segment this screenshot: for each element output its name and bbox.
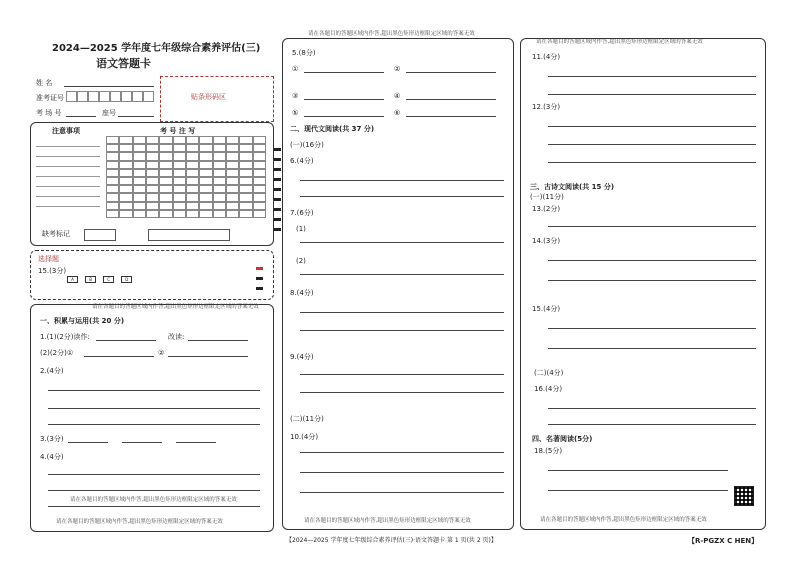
warning-left-top: 请在各题目的答题区域内作答,超出黑色矩形边框限定区域的答案无效 — [92, 304, 259, 310]
fill-label: 考 号 注 写 — [160, 127, 196, 135]
q11-line-1[interactable] — [548, 76, 756, 77]
q5-line-2[interactable] — [406, 72, 496, 73]
q10-line-1[interactable] — [300, 452, 504, 453]
q10-label: 10.(4分) — [290, 433, 319, 441]
warning-right-bottom: 请在各题目的答题区域内作答,超出黑色矩形边框限定区域的答案无效 — [540, 517, 707, 523]
q6-label: 6.(4分) — [290, 157, 314, 165]
q17-line-2[interactable] — [548, 490, 728, 491]
barcode-area — [160, 76, 274, 122]
q16-line-2[interactable] — [548, 424, 756, 425]
q12-label: 12.(3分) — [532, 103, 561, 111]
absent-label: 缺考标记 — [42, 230, 70, 238]
exam-title: 2024—2025 学年度七年级综合素养评估(三) — [52, 43, 261, 54]
q5-part6: ⑥ — [394, 109, 401, 117]
q5-line-1[interactable] — [304, 72, 384, 73]
q3-label: 3.(3分) — [40, 435, 64, 443]
q7-label: 7.(6分) — [290, 209, 314, 217]
seat-line[interactable] — [118, 116, 154, 117]
q7-line-2[interactable] — [300, 274, 504, 275]
sample-box — [148, 229, 230, 241]
q3-line-b[interactable] — [122, 442, 162, 443]
section2-part2: (二)(11分) — [290, 415, 324, 423]
q6-line-1[interactable] — [300, 180, 504, 181]
footer-code: 【R-PGZX C HEN】 — [688, 537, 759, 545]
ticket-label: 准考证号 — [36, 94, 64, 102]
section4-title: 四、名著阅读(5分) — [532, 435, 593, 443]
q1b-label: 改读: — [168, 333, 185, 341]
q4-label: 4.(4分) — [40, 453, 64, 461]
qr-code-icon — [734, 486, 754, 506]
notice-label: 注意事项 — [52, 127, 80, 135]
q5-part4: ④ — [394, 92, 401, 100]
name-line[interactable] — [64, 86, 154, 87]
q17-line-1[interactable] — [548, 470, 728, 471]
q10-line-3[interactable] — [300, 492, 504, 493]
q2-label: 2.(4分) — [40, 367, 64, 375]
q12-line-2[interactable] — [548, 144, 756, 145]
q14-line-1[interactable] — [548, 260, 756, 261]
q5-line-4[interactable] — [406, 99, 496, 100]
q1-answer-line[interactable] — [96, 340, 156, 341]
q15-label: 15.(4分) — [532, 305, 561, 313]
option-a-bubble[interactable]: A — [67, 276, 78, 283]
q5-line-6[interactable] — [406, 116, 496, 117]
footer-page-info: 【2024—2025 学年度七年级综合素养评估(三)·语文答题卡 第 1 页(共 2 页)】 — [286, 537, 497, 544]
q5-part1: ① — [292, 65, 299, 73]
q1d-label: ② — [158, 349, 165, 357]
q12-line-3[interactable] — [548, 162, 756, 163]
q12-line-1[interactable] — [548, 126, 756, 127]
section3-part1: (一)(11分) — [530, 193, 564, 201]
section3-part2: (二)(4分) — [534, 369, 564, 377]
choice-label: 选择题 — [38, 255, 59, 263]
option-b-bubble[interactable]: B — [85, 276, 96, 283]
q16-label: 16.(4分) — [534, 385, 563, 393]
warning-left-bottom: 请在各题目的答题区域内作答,超出黑色矩形边框限定区域的答案无效 — [56, 519, 223, 525]
q2-line-3[interactable] — [48, 424, 260, 425]
q11-line-2[interactable] — [548, 94, 756, 95]
q1c-answer-line[interactable] — [84, 356, 154, 357]
q10-line-2[interactable] — [300, 472, 504, 473]
warning-left-mid: 请在各题目的答题区域内作答,超出黑色矩形边框限定区域的答案无效 — [70, 497, 237, 503]
q8-line-1[interactable] — [300, 312, 504, 313]
q11-label: 11.(4分) — [532, 53, 561, 61]
exam-room-line[interactable] — [66, 116, 96, 117]
q7-part1: (1) — [296, 225, 306, 233]
q9-label: 9.(4分) — [290, 353, 314, 361]
q7-part2: (2) — [296, 257, 306, 265]
q5-label: 5.(8分) — [292, 49, 316, 57]
q6-line-2[interactable] — [300, 196, 504, 197]
q15-line-1[interactable] — [548, 328, 756, 329]
q4-line-1[interactable] — [48, 474, 260, 475]
exam-room-label: 考 场 号 — [36, 109, 62, 117]
q9-line-1[interactable] — [300, 374, 504, 375]
q2-line-1[interactable] — [48, 390, 260, 391]
q4-line-2[interactable] — [48, 490, 260, 491]
q17-label: 18.(5分) — [534, 447, 563, 455]
q14-line-2[interactable] — [548, 280, 756, 281]
q1c-label: (2)(2分)① — [40, 349, 74, 357]
option-d-bubble[interactable]: D — [121, 276, 132, 283]
q15-line-2[interactable] — [548, 348, 756, 349]
warning-middle-bottom: 请在各题目的答题区域内作答,超出黑色矩形边框限定区域的答案无效 — [304, 518, 471, 524]
q1-label: 1.(1)(2分)读作: — [40, 333, 90, 341]
q1d-answer-line[interactable] — [168, 356, 248, 357]
warning-right-top: 请在各题目的答题区域内作答,超出黑色矩形边框限定区域的答案无效 — [536, 39, 703, 45]
q5-part2: ② — [394, 65, 401, 73]
warning-middle-top: 请在各题目的答题区域内作答,超出黑色矩形边框限定区域的答案无效 — [308, 31, 475, 37]
choice-q15-options[interactable] — [66, 266, 133, 285]
q5-part3: ③ — [292, 92, 299, 100]
choice-q15-label: 15.(3分) — [38, 267, 67, 275]
q3-line-c[interactable] — [176, 442, 216, 443]
q4-line-3[interactable] — [48, 506, 260, 507]
ticket-bubble-grid[interactable] — [106, 136, 266, 218]
barcode-label: 贴条形码区 — [191, 93, 226, 101]
q1b-answer-line[interactable] — [188, 340, 248, 341]
q14-label: 14.(3分) — [532, 237, 561, 245]
notice-text-block — [36, 138, 102, 218]
q8-line-2[interactable] — [300, 330, 504, 331]
section3-title: 三、古诗文阅读(共 15 分) — [530, 183, 615, 191]
answer-panel-right — [520, 38, 766, 530]
q3-line-a[interactable] — [68, 442, 108, 443]
q5-part5: ⑤ — [292, 109, 299, 117]
section2-title: 二、现代文阅读(共 37 分) — [290, 125, 375, 133]
q7-line-1[interactable] — [300, 242, 504, 243]
q5-line-5[interactable] — [304, 116, 384, 117]
section1-title: 一、积累与运用(共 20 分) — [40, 317, 125, 325]
q13-label: 13.(2分) — [532, 205, 561, 213]
q13-line-1[interactable] — [548, 226, 756, 227]
q2-line-2[interactable] — [48, 408, 260, 409]
q9-line-2[interactable] — [300, 392, 504, 393]
option-c-bubble[interactable]: C — [103, 276, 114, 283]
section2-part1: (一)(16分) — [290, 141, 324, 149]
absent-box[interactable] — [84, 229, 116, 241]
seat-label: 座号 — [102, 109, 116, 117]
ticket-number-boxes[interactable] — [66, 91, 154, 102]
q5-line-3[interactable] — [304, 99, 384, 100]
card-subtitle: 语文答题卡 — [96, 57, 151, 70]
q16-line-1[interactable] — [548, 408, 756, 409]
q8-label: 8.(4分) — [290, 289, 314, 297]
name-label: 姓 名 — [36, 79, 53, 87]
